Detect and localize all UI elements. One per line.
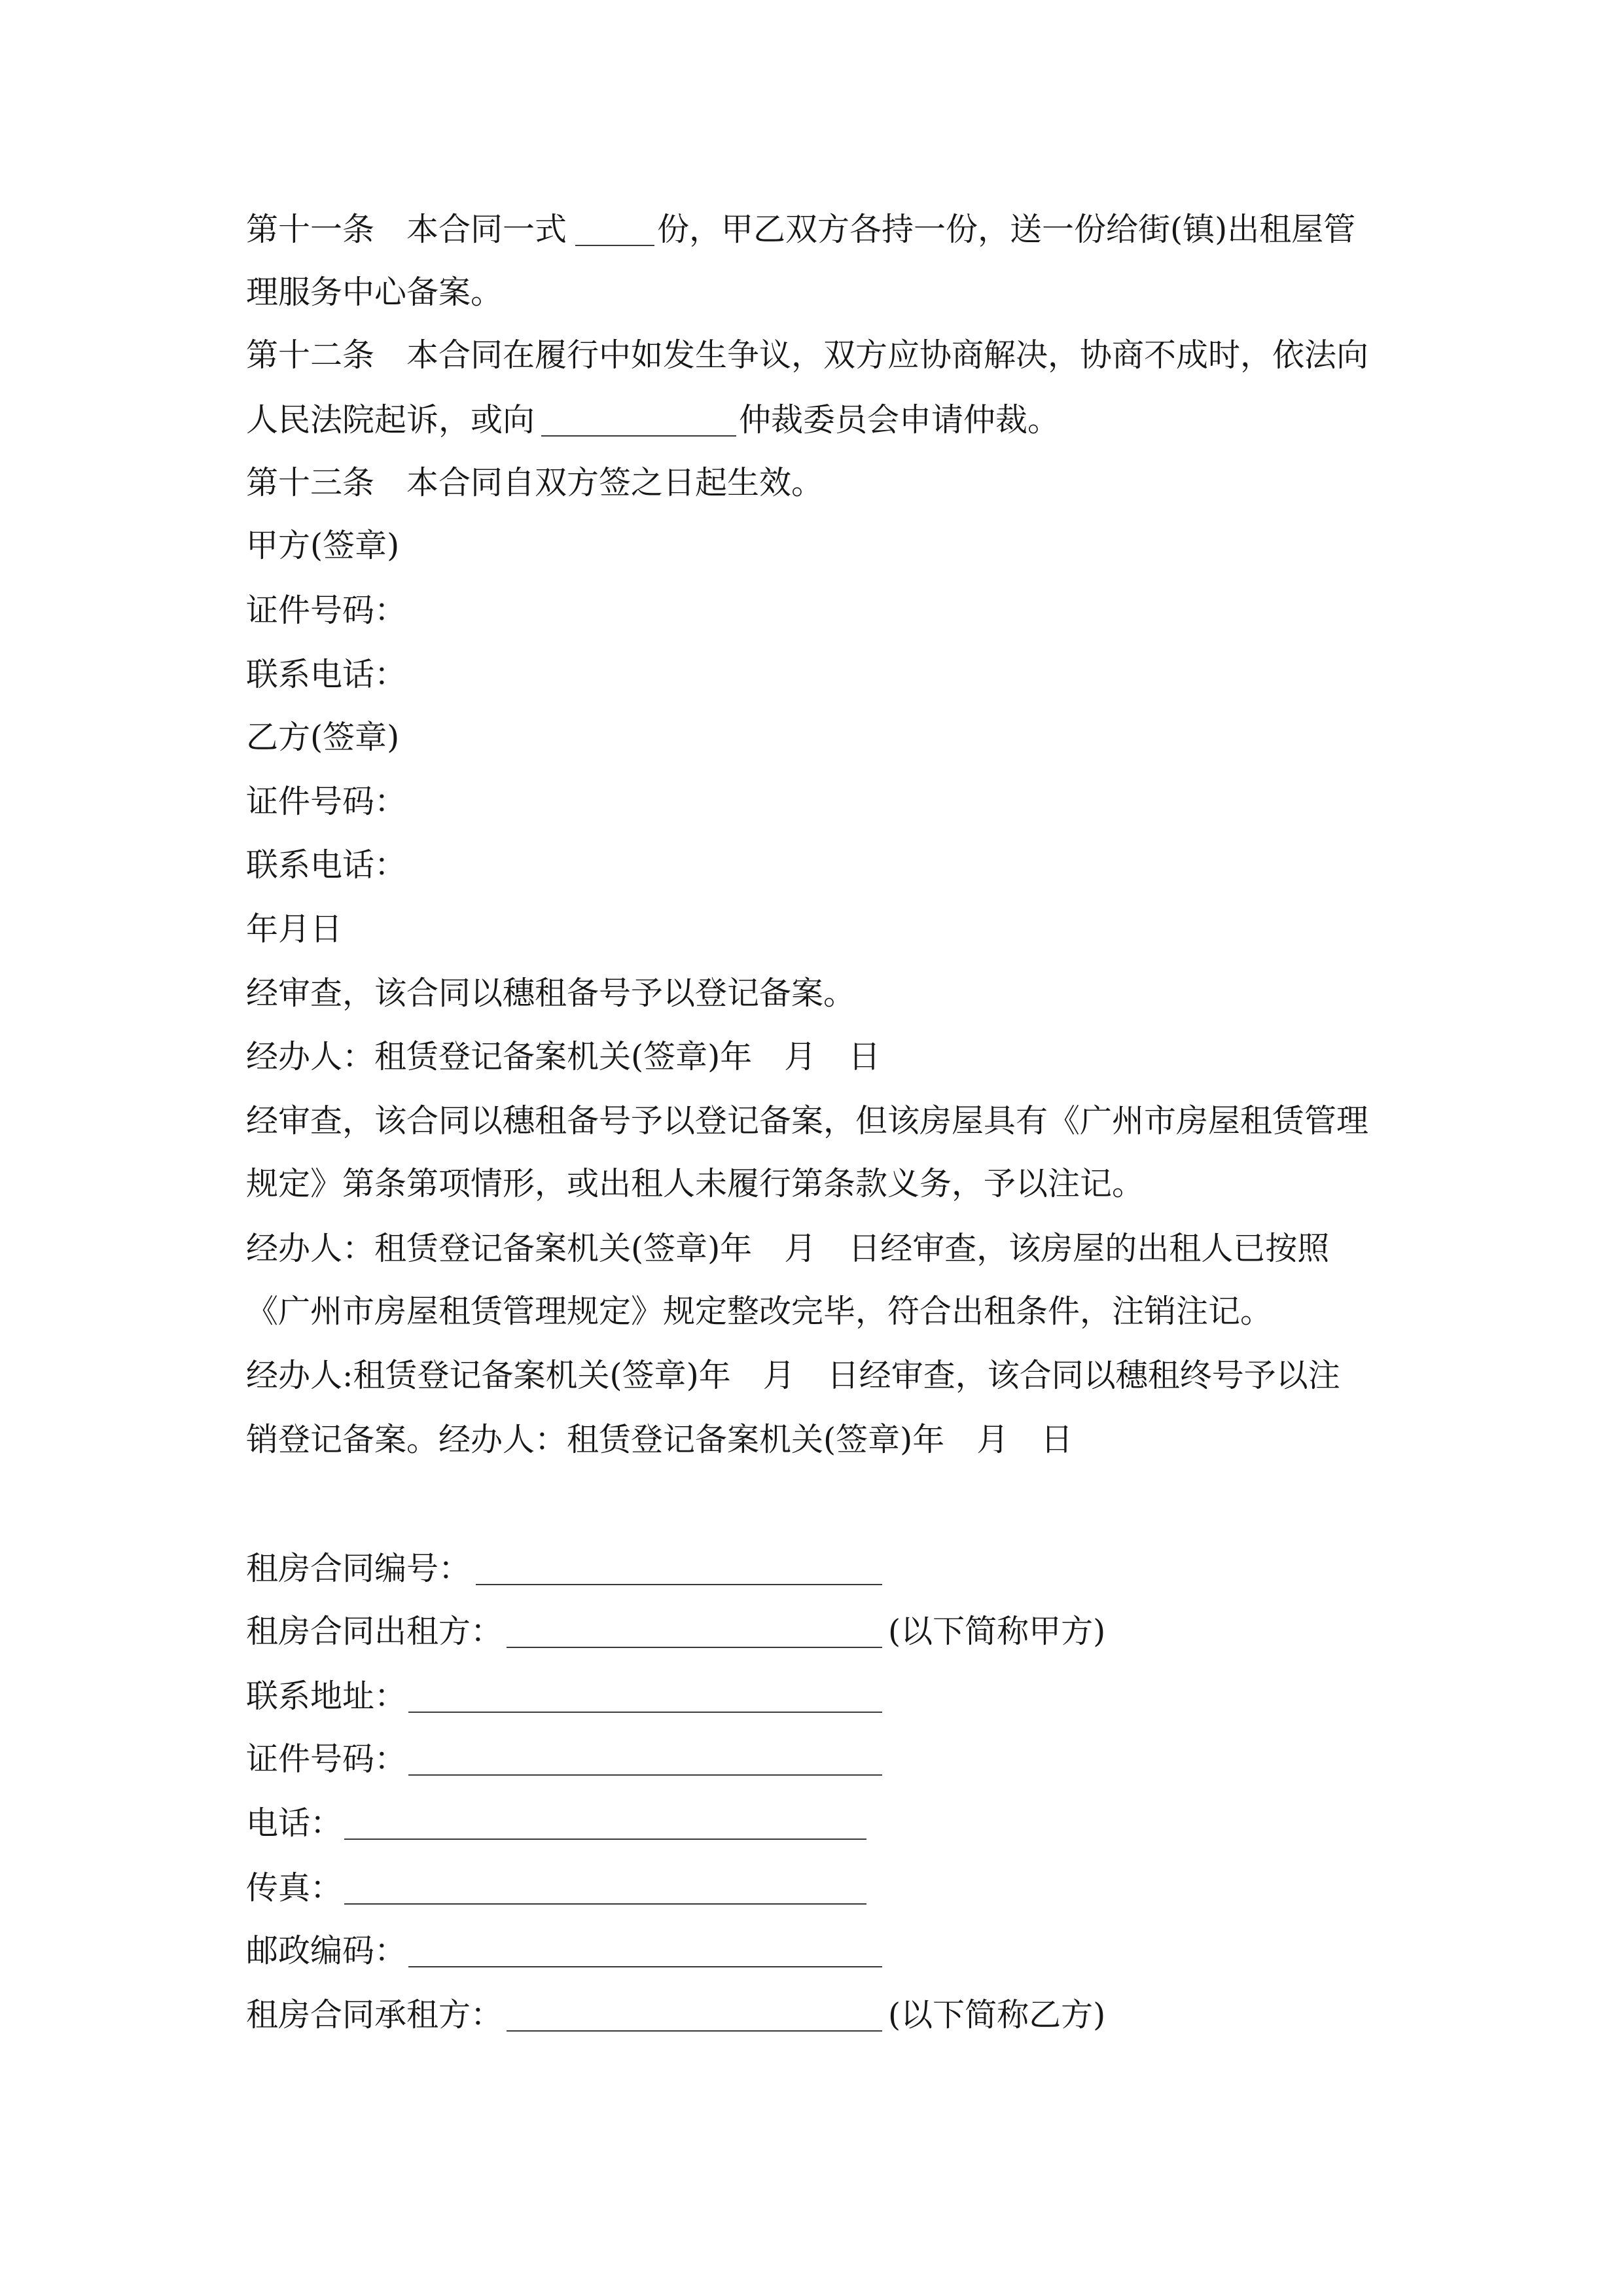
lessee-blank <box>507 2030 882 2032</box>
id-number-label: 证件号码： <box>246 1740 407 1778</box>
clause-12-line-2 <box>0 388 1623 452</box>
address-row <box>0 1664 1623 1729</box>
lessee-note: (以下简称乙方) <box>888 1996 1106 2034</box>
postcode-label: 邮政编码： <box>246 1932 407 1969</box>
fax-blank <box>344 1903 866 1905</box>
date-label: 年月日 <box>246 910 343 948</box>
arbitration-committee-blank <box>541 435 736 437</box>
phone-row <box>0 1791 1623 1856</box>
lessor-blank <box>507 1647 882 1648</box>
clause-13-text: 第十三条 本合同自双方签之日起生效。 <box>246 464 824 501</box>
clause-11-text-after-blank: 份，甲乙双方各持一份，送一份给街(镇)出租屋管 <box>657 211 1356 248</box>
lessor-note: (以下简称甲方) <box>888 1613 1106 1650</box>
id-number-blank <box>408 1774 882 1776</box>
party-a-signature-line <box>0 514 1623 578</box>
clause-12-text-before-blank: 人民法院起诉，或向 <box>246 401 535 439</box>
contract-number-label: 租房合同编号： <box>246 1550 471 1587</box>
registration-line-1 <box>0 961 1623 1026</box>
registration-text-7: 经办人:租赁登记备案机关(签章)年 月 日经审查，该合同以穗租终号予以注 <box>246 1357 1340 1394</box>
lessor-label: 租房合同出租方： <box>246 1613 503 1650</box>
date-line <box>0 897 1623 961</box>
registration-line-3 <box>0 1089 1623 1153</box>
lessee-label: 租房合同承租方： <box>246 1996 503 2034</box>
party-a-id-line <box>0 579 1623 643</box>
clause-12-text-after-blank: 仲裁委员会申请仲裁。 <box>739 401 1060 439</box>
party-b-phone-label: 联系电话： <box>246 846 407 884</box>
party-b-id-label: 证件号码： <box>246 783 407 820</box>
postcode-row <box>0 1919 1623 1983</box>
clause-11-text-before-blank: 第十一条 本合同一式 <box>246 211 567 248</box>
phone-blank <box>344 1839 866 1840</box>
registration-line-4 <box>0 1152 1623 1216</box>
registration-text-4: 规定》第条第项情形，或出租人未履行第条款义务，予以注记。 <box>246 1165 1145 1202</box>
registration-text-2: 经办人：租赁登记备案机关(签章)年 月 日 <box>246 1038 881 1075</box>
party-b-phone-line <box>0 833 1623 897</box>
clause-13-line <box>0 451 1623 515</box>
registration-text-1: 经审查，该合同以穗租备号予以登记备案。 <box>246 975 856 1012</box>
party-a-signature-label: 甲方(签章) <box>246 527 400 564</box>
address-label: 联系地址： <box>246 1677 407 1715</box>
registration-line-7 <box>0 1344 1623 1408</box>
copies-count-blank <box>575 245 654 246</box>
lessor-row <box>0 1600 1623 1664</box>
party-a-phone-line <box>0 643 1623 707</box>
registration-line-2 <box>0 1025 1623 1089</box>
clause-11-line-2 <box>0 260 1623 325</box>
clause-11-line-1 <box>0 198 1623 262</box>
registration-text-8: 销登记备案。经办人：租赁登记备案机关(签章)年 月 日 <box>246 1421 1073 1458</box>
registration-line-5 <box>0 1217 1623 1281</box>
party-b-signature-label: 乙方(签章) <box>246 719 400 756</box>
address-blank <box>408 1712 882 1713</box>
fax-row <box>0 1856 1623 1920</box>
party-a-id-label: 证件号码： <box>246 592 407 629</box>
phone-label: 电话： <box>246 1804 343 1842</box>
party-a-phone-label: 联系电话： <box>246 656 407 693</box>
fax-label: 传真： <box>246 1869 343 1907</box>
clause-12-text: 第十二条 本合同在履行中如发生争议，双方应协商解决，协商不成时，依法向 <box>246 336 1369 374</box>
registration-text-3: 经审查，该合同以穗租备号予以登记备案，但该房屋具有《广州市房屋租赁管理 <box>246 1102 1369 1139</box>
id-number-row <box>0 1727 1623 1791</box>
contract-number-blank <box>476 1584 882 1585</box>
clause-12-line-1 <box>0 323 1623 387</box>
registration-line-6 <box>0 1280 1623 1344</box>
registration-line-8 <box>0 1408 1623 1472</box>
contract-number-row <box>0 1537 1623 1601</box>
registration-text-6: 《广州市房屋租赁管理规定》规定整改完毕，符合出租条件，注销注记。 <box>246 1293 1273 1330</box>
party-b-id-line <box>0 770 1623 834</box>
lessee-row <box>0 1983 1623 2047</box>
party-b-signature-line <box>0 706 1623 770</box>
clause-11-continuation: 理服务中心备案。 <box>246 274 503 311</box>
registration-text-5: 经办人：租赁登记备案机关(签章)年 月 日经审查，该房屋的出租人已按照 <box>246 1230 1330 1267</box>
postcode-blank <box>408 1966 882 1967</box>
